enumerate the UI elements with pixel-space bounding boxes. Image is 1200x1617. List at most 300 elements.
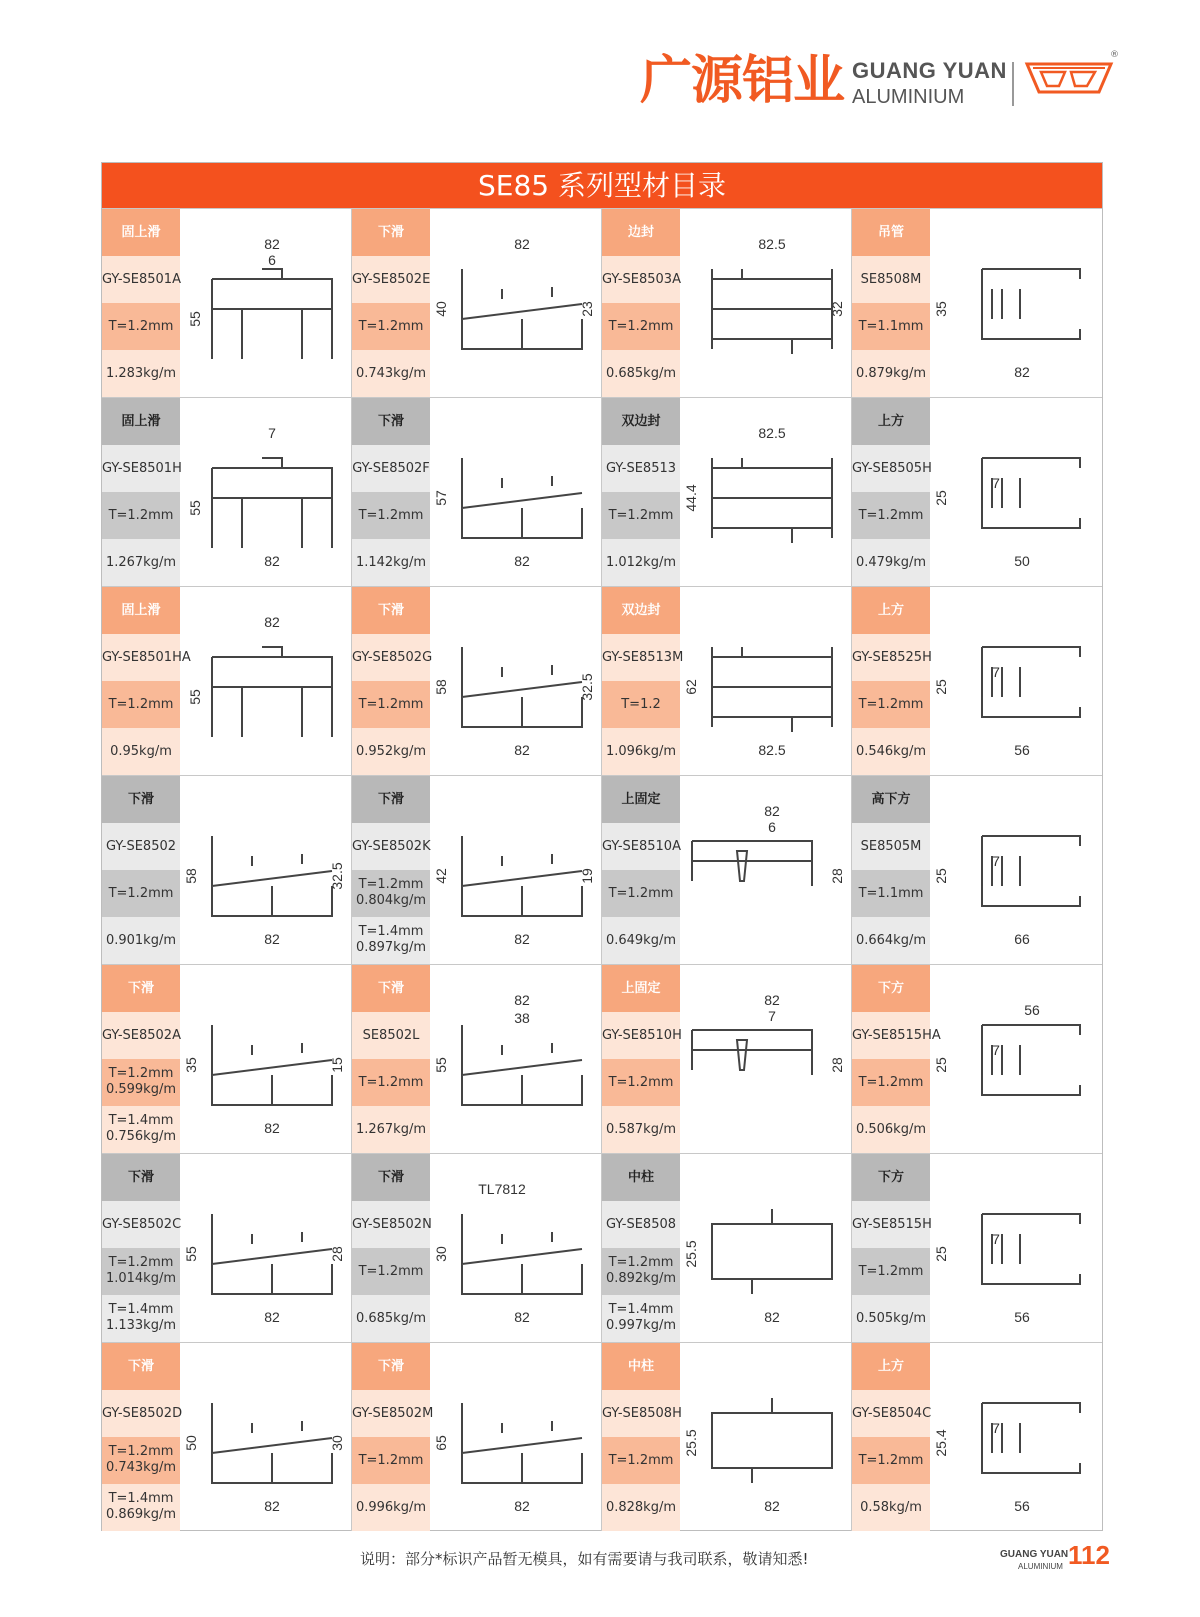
profile-spec: T=1.2mm 0.743kg/m bbox=[102, 1437, 180, 1484]
profile-label: 下滑 bbox=[102, 1154, 180, 1201]
profile-weight: 0.664kg/m bbox=[852, 917, 930, 964]
profile-cell bbox=[352, 1343, 602, 1531]
profile-drawing bbox=[182, 1154, 350, 1342]
dimension-label: 32.5 bbox=[579, 673, 595, 701]
brand-divider bbox=[1012, 62, 1014, 106]
profile-label: 下滑 bbox=[102, 965, 180, 1012]
dimension-label: 32 bbox=[829, 301, 845, 317]
profile-info bbox=[352, 587, 433, 775]
profile-weight: 0.996kg/m bbox=[352, 1484, 430, 1531]
dimension-label: 40 bbox=[433, 301, 449, 317]
dimension-label: 7 bbox=[992, 1042, 1000, 1058]
profile-label: 下方 bbox=[852, 965, 930, 1012]
profile-code: GY-SE8513 bbox=[602, 445, 680, 492]
profile-code: GY-SE8508H bbox=[602, 1390, 680, 1437]
dimension-label: 82 bbox=[514, 236, 530, 252]
profile-label: 吊管 bbox=[852, 209, 930, 256]
profile-drawing bbox=[432, 1154, 600, 1342]
profile-shape bbox=[712, 269, 832, 354]
profile-shape bbox=[212, 1025, 332, 1105]
profile-code: GY-SE8513M bbox=[602, 634, 680, 681]
profile-weight: 1.283kg/m bbox=[102, 350, 180, 397]
profile-shape bbox=[462, 647, 582, 727]
profile-weight: T=1.4mm 1.133kg/m bbox=[102, 1295, 180, 1342]
brand-name-en-sub: ALUMINIUM bbox=[852, 86, 965, 108]
dimension-label: 82 bbox=[264, 1498, 280, 1514]
profile-info bbox=[602, 398, 680, 586]
dimension-label: 7 bbox=[268, 425, 276, 441]
profile-shape bbox=[692, 841, 812, 886]
profile-label: 下方 bbox=[852, 1154, 930, 1201]
profile-info bbox=[852, 209, 930, 397]
dimension-label: 82 bbox=[764, 992, 780, 1008]
profile-label: 上固定 bbox=[602, 965, 680, 1012]
dimension-label: 25 bbox=[933, 1057, 949, 1073]
profile-shape bbox=[982, 647, 1080, 717]
profile-code: GY-SE8502N bbox=[352, 1201, 430, 1248]
profile-info bbox=[602, 1154, 680, 1342]
profile-drawing bbox=[932, 965, 1100, 1153]
dimension-label: 82 bbox=[514, 742, 530, 758]
profile-weight: 0.505kg/m bbox=[852, 1295, 930, 1342]
profile-spec: T=1.2mm bbox=[352, 492, 430, 539]
dimension-label: 35 bbox=[933, 301, 949, 317]
profile-cell bbox=[102, 1154, 352, 1342]
profile-info bbox=[602, 965, 680, 1153]
dimension-label: 25 bbox=[933, 679, 949, 695]
profile-shape bbox=[982, 1403, 1080, 1473]
footer-note: 说明：部分*标识产品暂无模具，如有需要请与我司联系，敬请知悉! bbox=[360, 1550, 809, 1568]
profile-cell bbox=[102, 965, 352, 1153]
dimension-label: 7 bbox=[992, 1420, 1000, 1436]
dimension-label: 55 bbox=[187, 311, 203, 327]
profile-code: GY-SE8502E bbox=[352, 256, 430, 303]
dimension-label: 58 bbox=[433, 679, 449, 695]
dimension-label: 82 bbox=[764, 1309, 780, 1325]
profile-label: 下滑 bbox=[352, 965, 430, 1012]
profile-cell bbox=[352, 776, 602, 964]
profile-shape bbox=[212, 836, 332, 916]
profile-spec: T=1.2mm bbox=[102, 681, 180, 728]
dimension-label: 55 bbox=[187, 689, 203, 705]
profile-label: 下滑 bbox=[352, 398, 430, 445]
dimension-label: 56 bbox=[1024, 1002, 1040, 1018]
profile-info bbox=[102, 1343, 183, 1531]
profile-shape bbox=[712, 1209, 832, 1294]
profile-code: SE8508M bbox=[852, 256, 930, 303]
profile-info bbox=[352, 1154, 430, 1342]
dimension-label: 28 bbox=[329, 1246, 345, 1262]
profile-drawing bbox=[682, 209, 850, 397]
profile-label: 固上滑 bbox=[102, 587, 180, 634]
profile-drawing bbox=[682, 1154, 850, 1342]
gy-logo-icon bbox=[1025, 52, 1113, 108]
dimension-label: 82 bbox=[764, 803, 780, 819]
dimension-label: 65 bbox=[433, 1435, 449, 1451]
profile-label: 中柱 bbox=[602, 1343, 680, 1390]
profile-spec: T=1.2mm bbox=[352, 1248, 430, 1295]
profile-shape bbox=[982, 1214, 1080, 1284]
profile-info bbox=[102, 776, 180, 964]
profile-spec: T=1.2mm bbox=[352, 681, 430, 728]
profile-label: 双边封 bbox=[602, 587, 680, 634]
profile-label: 下滑 bbox=[352, 776, 430, 823]
profile-weight: 0.506kg/m bbox=[852, 1106, 930, 1153]
profile-shape bbox=[712, 458, 832, 543]
profile-weight: 0.828kg/m bbox=[602, 1484, 680, 1531]
profile-label: 双边封 bbox=[602, 398, 680, 445]
profile-drawing bbox=[182, 209, 350, 397]
dimension-label: 55 bbox=[187, 500, 203, 516]
profile-label: 下滑 bbox=[102, 1343, 180, 1390]
profile-info bbox=[852, 398, 930, 586]
profile-spec: T=1.2mm bbox=[102, 492, 180, 539]
profile-label: 上方 bbox=[852, 1343, 930, 1390]
profile-drawing bbox=[682, 776, 850, 964]
profile-shape bbox=[462, 269, 582, 349]
profile-weight: 0.685kg/m bbox=[352, 1295, 430, 1342]
profile-spec: T=1.2mm 1.014kg/m bbox=[102, 1248, 180, 1295]
dimension-label: 38 bbox=[514, 1010, 530, 1026]
profile-label: 下滑 bbox=[352, 1154, 430, 1201]
profile-drawing bbox=[932, 1154, 1100, 1342]
profile-weight: 0.901kg/m bbox=[102, 917, 180, 964]
dimension-label: 44.4 bbox=[683, 484, 699, 512]
profile-cell bbox=[102, 1343, 352, 1531]
dimension-label: 6 bbox=[268, 252, 276, 268]
profile-drawing bbox=[932, 776, 1100, 964]
dimension-label: 50 bbox=[1014, 553, 1030, 569]
profile-spec: T=1.2mm bbox=[102, 870, 180, 917]
profile-shape bbox=[462, 1025, 582, 1105]
profile-spec: T=1.2mm bbox=[602, 870, 680, 917]
profile-cell bbox=[102, 776, 352, 964]
profile-drawing bbox=[182, 587, 350, 775]
profile-spec: T=1.2mm bbox=[602, 1437, 680, 1484]
catalog-row bbox=[102, 586, 1102, 775]
profile-cell bbox=[852, 209, 1102, 397]
profile-drawing bbox=[682, 398, 850, 586]
profile-weight: 0.952kg/m bbox=[352, 728, 430, 775]
profile-code: GY-SE8502F bbox=[352, 445, 430, 492]
profile-spec: T=1.2mm bbox=[102, 303, 180, 350]
dimension-label: 56 bbox=[1014, 1498, 1030, 1514]
profile-drawing bbox=[932, 1343, 1100, 1531]
profile-spec: T=1.2mm 0.599kg/m bbox=[102, 1059, 180, 1106]
profile-cell bbox=[602, 776, 852, 964]
profile-info bbox=[102, 209, 180, 397]
dimension-label: 25 bbox=[933, 1246, 949, 1262]
footer-brand-sub: ALUMINIUM bbox=[1018, 1562, 1063, 1571]
catalog-row bbox=[102, 1342, 1102, 1531]
profile-code: GY-SE8502K bbox=[352, 823, 430, 870]
profile-weight: 0.58kg/m bbox=[852, 1484, 930, 1531]
dimension-label: 56 bbox=[1014, 742, 1030, 758]
profile-info bbox=[352, 776, 430, 964]
profile-cell bbox=[852, 776, 1102, 964]
profile-spec: T=1.2mm bbox=[602, 1059, 680, 1106]
profile-cell bbox=[102, 398, 352, 586]
profile-cell bbox=[102, 209, 352, 397]
profile-code: GY-SE8510H bbox=[602, 1012, 680, 1059]
profile-drawing bbox=[182, 398, 350, 586]
profile-drawing bbox=[432, 776, 600, 964]
profile-drawing bbox=[182, 1343, 350, 1531]
profile-weight: T=1.4mm 0.897kg/m bbox=[352, 917, 430, 964]
profile-shape bbox=[982, 836, 1080, 906]
dimension-label: 82.5 bbox=[758, 425, 786, 441]
dimension-label: 82 bbox=[514, 992, 530, 1008]
profile-info bbox=[102, 965, 180, 1153]
dimension-label: 25 bbox=[933, 868, 949, 884]
dimension-label: 82 bbox=[264, 931, 280, 947]
dimension-label: 35 bbox=[183, 1057, 199, 1073]
profile-info bbox=[352, 398, 430, 586]
profile-drawing bbox=[182, 776, 350, 964]
profile-drawing bbox=[682, 965, 850, 1153]
catalog-row bbox=[102, 775, 1102, 964]
profile-shape bbox=[212, 1403, 332, 1483]
dimension-label: 7 bbox=[768, 1008, 776, 1024]
dimension-label: 62 bbox=[683, 679, 699, 695]
profile-info bbox=[852, 1343, 930, 1531]
profile-shape bbox=[982, 458, 1080, 528]
dimension-label: 7 bbox=[992, 475, 1000, 491]
profile-cell bbox=[852, 1154, 1102, 1342]
dimension-label: 25 bbox=[933, 490, 949, 506]
profile-spec: T=1.2mm 0.892kg/m bbox=[602, 1248, 680, 1295]
dimension-label: TL7812 bbox=[478, 1181, 526, 1197]
dimension-label: 7 bbox=[992, 853, 1000, 869]
profile-cell bbox=[852, 965, 1102, 1153]
profile-code: SE8505M bbox=[852, 823, 930, 870]
profile-weight: 0.479kg/m bbox=[852, 539, 930, 586]
profile-info bbox=[602, 587, 684, 775]
profile-info bbox=[852, 1154, 930, 1342]
profile-weight: 1.142kg/m bbox=[352, 539, 430, 586]
profile-drawing bbox=[432, 209, 600, 397]
dimension-label: 30 bbox=[433, 1246, 449, 1262]
dimension-label: 50 bbox=[183, 1435, 199, 1451]
profile-code: GY-SE8502M bbox=[352, 1390, 430, 1437]
dimension-label: 82 bbox=[514, 931, 530, 947]
profile-weight: 0.95kg/m bbox=[102, 728, 180, 775]
profile-shape bbox=[982, 1025, 1080, 1095]
profile-code: GY-SE8525H bbox=[852, 634, 930, 681]
profile-spec: T=1.2mm bbox=[602, 303, 680, 350]
profile-drawing bbox=[682, 587, 850, 775]
profile-code: GY-SE8515HA bbox=[852, 1012, 930, 1059]
dimension-label: 7 bbox=[992, 664, 1000, 680]
dimension-label: 6 bbox=[768, 819, 776, 835]
page-number: 112 bbox=[1068, 1540, 1110, 1570]
dimension-label: 82.5 bbox=[758, 742, 786, 758]
dimension-label: 15 bbox=[329, 1057, 345, 1073]
profile-shape bbox=[212, 269, 332, 359]
profile-label: 下滑 bbox=[352, 587, 430, 634]
profile-spec: T=1.2mm bbox=[852, 1059, 930, 1106]
profile-cell bbox=[602, 1154, 852, 1342]
profile-info bbox=[352, 209, 430, 397]
dimension-label: 82 bbox=[514, 1309, 530, 1325]
profile-cell bbox=[102, 587, 352, 775]
profile-cell bbox=[602, 1343, 852, 1531]
profile-label: 上方 bbox=[852, 398, 930, 445]
profile-weight: T=1.4mm 0.869kg/m bbox=[102, 1484, 180, 1531]
profile-weight: 1.267kg/m bbox=[352, 1106, 430, 1153]
profile-weight: T=1.4mm 0.756kg/m bbox=[102, 1106, 180, 1153]
dimension-label: 55 bbox=[433, 1057, 449, 1073]
profile-weight: 0.587kg/m bbox=[602, 1106, 680, 1153]
profile-cell bbox=[352, 209, 602, 397]
profile-weight: 1.096kg/m bbox=[602, 728, 680, 775]
dimension-label: 30 bbox=[329, 1435, 345, 1451]
dimension-label: 23 bbox=[579, 301, 595, 317]
profile-drawing bbox=[682, 1343, 850, 1531]
catalog-row bbox=[102, 208, 1102, 397]
profile-drawing bbox=[932, 398, 1100, 586]
profile-info bbox=[352, 1343, 434, 1531]
profile-cell bbox=[352, 1154, 602, 1342]
profile-spec: T=1.2mm bbox=[602, 492, 680, 539]
profile-spec: T=1.2mm bbox=[852, 1437, 930, 1484]
brand-name-en: GUANG YUAN bbox=[852, 58, 1007, 83]
profile-cell bbox=[352, 398, 602, 586]
profile-code: GY-SE8502G bbox=[352, 634, 430, 681]
profile-shape bbox=[212, 647, 332, 737]
dimension-label: 82 bbox=[264, 236, 280, 252]
profile-weight: 1.012kg/m bbox=[602, 539, 680, 586]
profile-shape bbox=[692, 1030, 812, 1075]
profile-drawing bbox=[432, 398, 600, 586]
profile-code: GY-SE8504C bbox=[852, 1390, 930, 1437]
catalog-row bbox=[102, 964, 1102, 1153]
profile-shape bbox=[462, 836, 582, 916]
profile-shape bbox=[982, 269, 1080, 339]
profile-weight: 0.649kg/m bbox=[602, 917, 680, 964]
profile-shape bbox=[212, 458, 332, 548]
profile-info bbox=[602, 1343, 680, 1531]
profile-info bbox=[852, 776, 930, 964]
profile-spec: T=1.2mm 0.804kg/m bbox=[352, 870, 430, 917]
dimension-label: 82 bbox=[1014, 364, 1030, 380]
profile-label: 上固定 bbox=[602, 776, 680, 823]
dimension-label: 28 bbox=[829, 868, 845, 884]
dimension-label: 56 bbox=[1014, 1309, 1030, 1325]
profile-cell bbox=[352, 965, 602, 1153]
profile-drawing bbox=[932, 209, 1100, 397]
profile-drawing bbox=[432, 965, 600, 1153]
dimension-label: 82 bbox=[264, 614, 280, 630]
profile-info bbox=[602, 776, 680, 964]
profile-code: GY-SE8515H bbox=[852, 1201, 930, 1248]
profile-label: 下滑 bbox=[102, 776, 180, 823]
dimension-label: 32.5 bbox=[329, 862, 345, 890]
dimension-label: 25.5 bbox=[683, 1240, 699, 1268]
profile-spec: T=1.2 bbox=[602, 681, 680, 728]
profile-drawing bbox=[932, 587, 1100, 775]
profile-drawing bbox=[432, 1343, 600, 1531]
dimension-label: 25.4 bbox=[933, 1429, 949, 1457]
profile-cell bbox=[352, 587, 602, 775]
profile-code: GY-SE8505H bbox=[852, 445, 930, 492]
profile-weight: 0.879kg/m bbox=[852, 350, 930, 397]
profile-code: GY-SE8501H bbox=[102, 445, 180, 492]
profile-weight: 1.267kg/m bbox=[102, 539, 180, 586]
dimension-label: 25.5 bbox=[683, 1429, 699, 1457]
brand-header bbox=[640, 50, 1120, 120]
profile-spec: T=1.2mm bbox=[352, 1437, 430, 1484]
dimension-label: 28 bbox=[829, 1057, 845, 1073]
profile-info bbox=[352, 965, 430, 1153]
profile-cell bbox=[852, 587, 1102, 775]
footer-brand: GUANG YUAN bbox=[1000, 1549, 1069, 1560]
profile-label: 上方 bbox=[852, 587, 930, 634]
dimension-label: 7 bbox=[992, 1231, 1000, 1247]
profile-weight: 0.685kg/m bbox=[602, 350, 680, 397]
dimension-label: 19 bbox=[579, 868, 595, 884]
profile-code: GY-SE8502A bbox=[102, 1012, 180, 1059]
dimension-label: 82 bbox=[264, 553, 280, 569]
profile-info bbox=[102, 398, 180, 586]
profile-cell bbox=[602, 965, 852, 1153]
profile-label: 下滑 bbox=[352, 1343, 430, 1390]
profile-cell bbox=[602, 398, 852, 586]
dimension-label: 66 bbox=[1014, 931, 1030, 947]
profile-label: 高下方 bbox=[852, 776, 930, 823]
brand-name-cn: 广源铝业 bbox=[640, 51, 845, 111]
profile-cell bbox=[602, 587, 852, 775]
profile-shape bbox=[462, 1403, 582, 1483]
profile-label: 中柱 bbox=[602, 1154, 680, 1201]
catalog-row bbox=[102, 397, 1102, 586]
profile-spec: T=1.2mm bbox=[852, 1248, 930, 1295]
profile-spec: T=1.1mm bbox=[852, 303, 930, 350]
profile-shape bbox=[712, 647, 832, 732]
profile-drawing bbox=[182, 965, 350, 1153]
profile-label: 下滑 bbox=[352, 209, 430, 256]
dimension-label: 55 bbox=[183, 1246, 199, 1262]
profile-spec: T=1.2mm bbox=[852, 492, 930, 539]
profile-spec: T=1.2mm bbox=[852, 681, 930, 728]
profile-spec: T=1.1mm bbox=[852, 870, 930, 917]
profile-cell bbox=[602, 209, 852, 397]
profile-code: GY-SE8503A bbox=[602, 256, 680, 303]
profile-label: 固上滑 bbox=[102, 209, 180, 256]
profile-shape bbox=[462, 458, 582, 538]
profile-spec: T=1.2mm bbox=[352, 303, 430, 350]
dimension-label: 82 bbox=[514, 1498, 530, 1514]
dimension-label: 82.5 bbox=[758, 236, 786, 252]
dimension-label: 82 bbox=[264, 1120, 280, 1136]
profile-shape bbox=[712, 1398, 832, 1483]
profile-label: 固上滑 bbox=[102, 398, 180, 445]
catalog-title: SE85 系列型材目录 bbox=[102, 163, 1102, 208]
dimension-label: 42 bbox=[433, 868, 449, 884]
profile-shape bbox=[462, 1214, 582, 1294]
dimension-label: 82 bbox=[764, 1498, 780, 1514]
profile-info bbox=[602, 209, 680, 397]
dimension-label: 82 bbox=[264, 1309, 280, 1325]
profile-info bbox=[102, 1154, 180, 1342]
catalog-row bbox=[102, 1153, 1102, 1342]
profile-cell bbox=[852, 1343, 1102, 1531]
profile-spec: T=1.2mm bbox=[352, 1059, 430, 1106]
registered-mark: ® bbox=[1110, 50, 1119, 60]
profile-code: GY-SE8501A bbox=[102, 256, 180, 303]
profile-code: GY-SE8510A bbox=[602, 823, 680, 870]
profile-code: GY-SE8508 bbox=[602, 1201, 680, 1248]
